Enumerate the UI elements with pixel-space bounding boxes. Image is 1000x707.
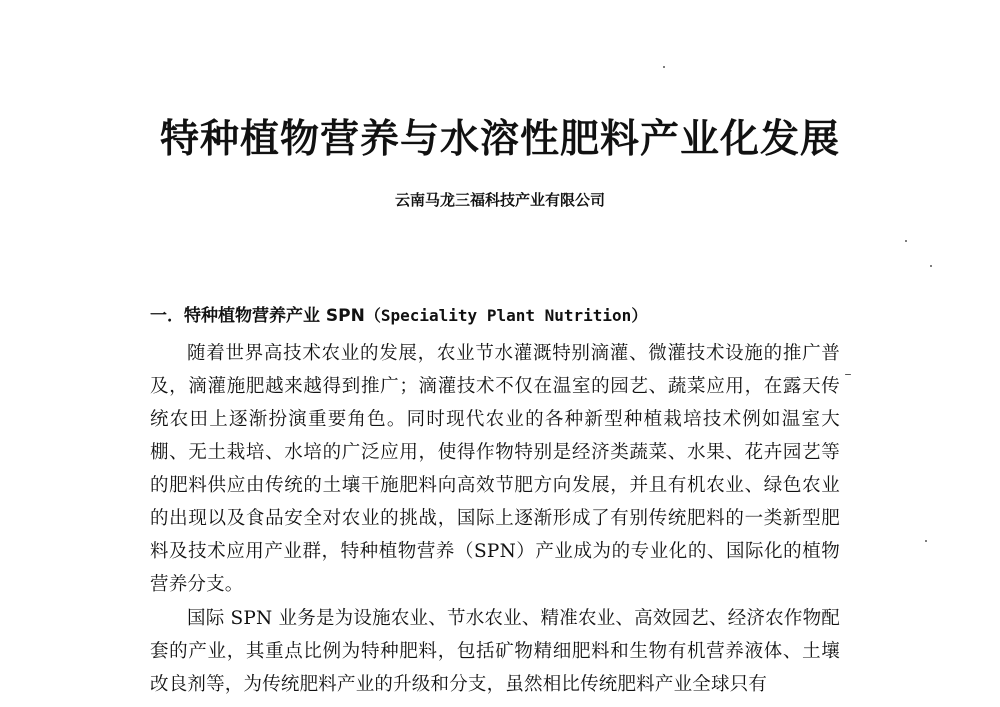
scan-speck [845, 374, 851, 375]
organization-name: 云南马龙三福科技产业有限公司 [394, 191, 605, 209]
section-heading-cn: 特种植物营养产业 SPN [184, 306, 365, 326]
scan-speck [663, 66, 665, 68]
section-number: 一． [150, 306, 184, 326]
scan-speck [905, 240, 907, 242]
scan-speck [930, 265, 932, 267]
scan-speck [925, 540, 927, 542]
section-heading [150, 303, 850, 329]
body-paragraph-2: 国际 SPN 业务是为设施农业、节水农业、精准农业、高效园艺、经济农作物配套的产业，其重点比例为特种肥料，包括矿物精细肥料和生物有机营养液体、土壤改良剂等，为传统肥料产业的升级和分支，虽然相比传统肥料产业全球只有 [150, 608, 840, 695]
section-heading-en: （Speciality Plant Nutrition） [364, 306, 648, 325]
body-paragraph-1: 随着世界高技术农业的发展，农业节水灌溉特别滴灌、微灌技术设施的推广普及，滴灌施肥越来越得到推广；滴灌技术不仅在温室的园艺、蔬菜应用，在露天传统农田上逐渐扮演重要角色。同时现代农业的各种新型种植栽培技术例如温室大棚、无土栽培、水培的广泛应用，使得作物特别是经济类蔬菜、水果、花卉园艺等的肥料供应由传统的土壤干施肥料向高效节肥方向发展，并且有机农业、绿色农业的出现以及食品安全对农业的挑战，国际上逐渐形成了有别传统肥料的一类新型肥料及技术应用产业群，特种植物营养（SPN）产业成为的专业化的、国际化的植物营养分支。 [150, 343, 840, 595]
document-title: 特种植物营养与水溶性肥料产业化发展 [159, 117, 840, 162]
